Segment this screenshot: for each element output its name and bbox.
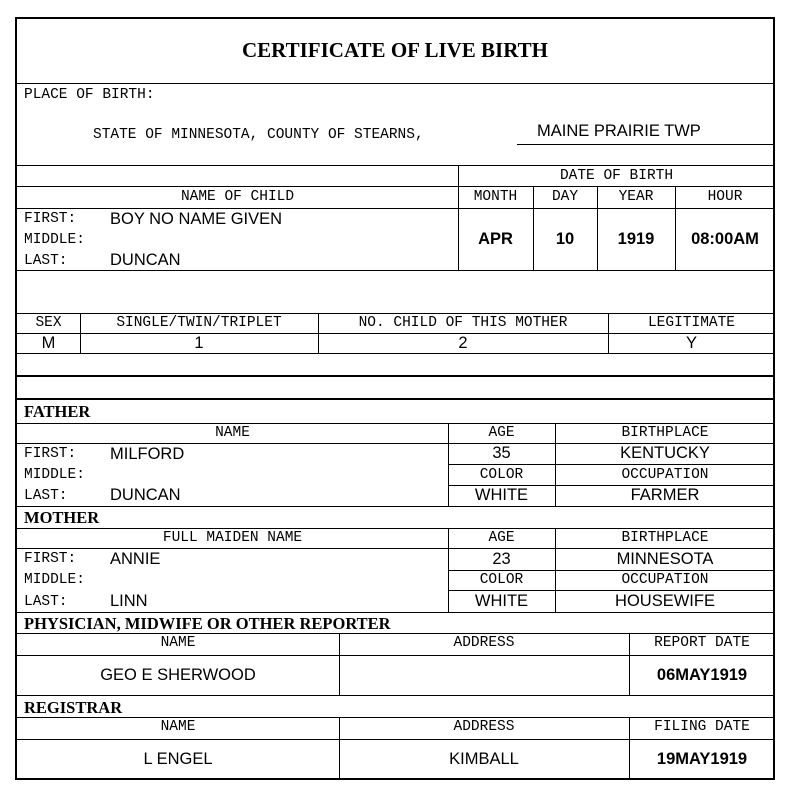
divider — [17, 186, 773, 187]
mother-birthplace-value: MINNESOTA — [616, 550, 714, 568]
father-color-header: COLOR — [479, 467, 524, 483]
reporter-name-value: GEO E SHERWOOD — [100, 666, 256, 684]
divider — [17, 375, 773, 377]
child-number-value: 2 — [458, 334, 468, 352]
father-last-value: DUNCAN — [110, 486, 181, 504]
state-county-text: STATE OF MINNESOTA, COUNTY OF STEARNS, — [93, 127, 424, 143]
reporter-address-header: ADDRESS — [453, 635, 515, 651]
certificate-title: CERTIFICATE OF LIVE BIRTH — [242, 38, 548, 62]
sex-value: M — [41, 334, 56, 352]
registrar-name-header: NAME — [160, 719, 196, 735]
mother-color-header: COLOR — [479, 572, 524, 588]
birth-hour-value: 08:00AM — [691, 230, 759, 248]
registrar-name-value: L ENGEL — [143, 749, 213, 768]
child-number-header: NO. CHILD OF THIS MOTHER — [358, 315, 568, 331]
report-date-header: REPORT DATE — [654, 635, 750, 651]
divider — [17, 83, 773, 84]
father-color-value: WHITE — [474, 486, 529, 504]
filing-date-header: FILING DATE — [654, 719, 750, 735]
divider — [17, 695, 773, 696]
name-of-child-header: NAME OF CHILD — [180, 189, 295, 205]
father-birthplace-value: KENTUCKY — [620, 444, 710, 462]
mother-last-label: LAST: — [24, 594, 68, 610]
month-header: MONTH — [473, 189, 518, 205]
day-header: DAY — [551, 189, 579, 205]
child-last-value: DUNCAN — [110, 251, 181, 269]
divider — [17, 528, 773, 529]
child-first-value: BOY NO NAME GIVEN — [110, 210, 283, 228]
township-underline — [517, 144, 775, 145]
father-age-header: AGE — [488, 425, 515, 441]
mother-occupation-value: HOUSEWIFE — [615, 592, 715, 610]
divider — [17, 398, 773, 400]
mother-last-value: LINN — [110, 592, 148, 610]
birth-year-value: 1919 — [617, 230, 655, 248]
hour-header: HOUR — [707, 189, 743, 205]
mother-first-value: ANNIE — [110, 550, 161, 568]
reporter-section-title: PHYSICIAN, MIDWIFE OR OTHER REPORTER — [24, 614, 391, 633]
legitimate-header: LEGITIMATE — [647, 315, 735, 331]
filing-date-value: 19MAY1919 — [656, 749, 748, 768]
mother-first-label: FIRST: — [24, 551, 77, 567]
father-first-value: MILFORD — [110, 445, 185, 463]
registrar-address-value: KIMBALL — [449, 749, 519, 768]
plurality-value: 1 — [194, 334, 204, 352]
divider — [17, 633, 773, 634]
father-occupation-header: OCCUPATION — [621, 467, 709, 483]
mother-middle-label: MIDDLE: — [24, 572, 85, 588]
divider — [17, 270, 773, 271]
mother-age-header: AGE — [488, 530, 515, 546]
registrar-address-header: ADDRESS — [453, 719, 515, 735]
divider — [17, 717, 773, 718]
father-section-title: FATHER — [24, 402, 91, 421]
divider — [448, 590, 773, 591]
divider — [17, 165, 773, 166]
father-occupation-value: FARMER — [630, 486, 700, 504]
date-of-birth-header: DATE OF BIRTH — [559, 168, 674, 184]
registrar-section-title: REGISTRAR — [24, 698, 123, 717]
mother-occupation-header: OCCUPATION — [621, 572, 709, 588]
divider — [17, 423, 773, 424]
divider — [448, 464, 773, 465]
child-middle-label: MIDDLE: — [24, 232, 85, 248]
divider — [17, 313, 773, 314]
sex-header: SEX — [35, 315, 62, 331]
birth-month-value: APR — [478, 230, 513, 248]
father-name-header: NAME — [215, 425, 250, 441]
child-first-label: FIRST: — [24, 211, 77, 227]
divider — [17, 548, 773, 549]
divider — [17, 612, 773, 613]
plurality-header: SINGLE/TWIN/TRIPLET — [116, 315, 282, 331]
birth-day-value: 10 — [555, 230, 575, 248]
divider — [17, 353, 773, 354]
father-last-label: LAST: — [24, 488, 68, 504]
reporter-name-header: NAME — [160, 635, 196, 651]
report-date-value: 06MAY1919 — [656, 666, 748, 684]
mother-color-value: WHITE — [474, 592, 529, 610]
place-of-birth-label: PLACE OF BIRTH: — [24, 87, 155, 103]
father-first-label: FIRST: — [24, 446, 77, 462]
divider — [17, 506, 773, 507]
divider — [448, 570, 773, 571]
father-birthplace-header: BIRTHPLACE — [621, 425, 709, 441]
reporter-address-value — [339, 656, 629, 695]
mother-birthplace-header: BIRTHPLACE — [621, 530, 709, 546]
mother-name-header: FULL MAIDEN NAME — [162, 530, 303, 546]
child-last-label: LAST: — [24, 253, 68, 269]
legitimate-value: Y — [685, 334, 697, 352]
mother-section-title: MOTHER — [24, 508, 100, 527]
father-middle-label: MIDDLE: — [24, 467, 85, 483]
mother-age-value: 23 — [492, 550, 511, 568]
year-header: YEAR — [618, 189, 654, 205]
father-age-value: 35 — [492, 444, 511, 462]
township-value: MAINE PRAIRIE TWP — [537, 122, 701, 140]
